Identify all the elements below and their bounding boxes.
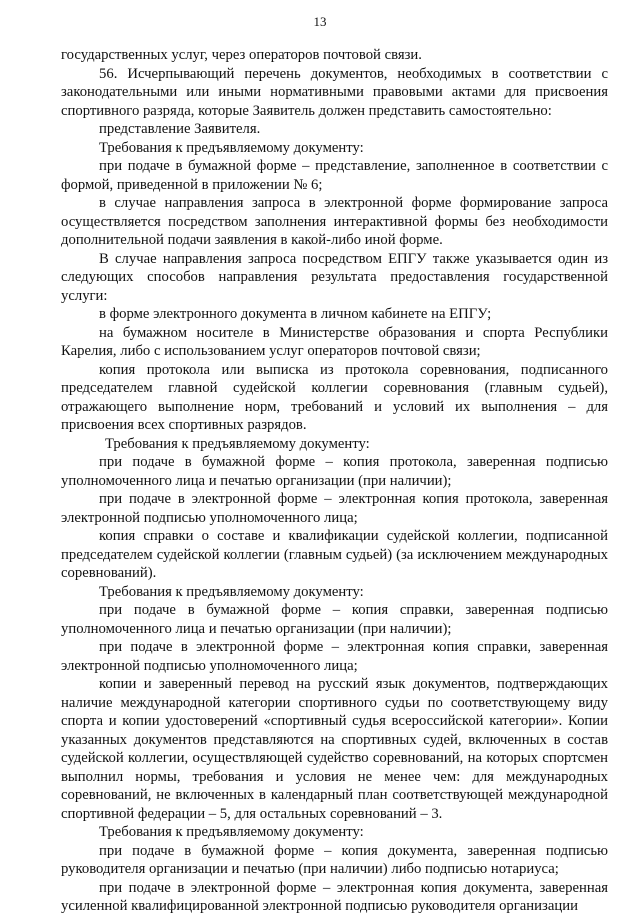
requirements-heading: Требования к предъявляемому документу: (105, 435, 370, 452)
paragraph: при подаче в электронной форме – электронная копия протокола, заверенная электронной подписью уполномоченного лица; (61, 491, 608, 526)
paragraph: при подаче в бумажной форме – копия справки, заверенная подписью уполномоченного лица и печатью организации (при наличии); (61, 602, 608, 637)
paragraph: при подаче в электронной форме – электронная копия документа, заверенная усиленной квалифицированной электронной подписью руководителя организации (61, 879, 608, 914)
paragraph: на бумажном носителе в Министерстве образования и спорта Республики Карелия, либо с использованием услуг операторов почтовой связи; (61, 324, 608, 359)
paragraph: копии и заверенный перевод на русский язык документов, подтверждающих наличие международной категории спортивного судьи по соответствующему виду спорта и копии удостоверений «спортивный судья всероссийской категории». Копии указанных документов представляются на спортивных судей, включенных в состав судейской коллегии, осуществляющей судейство соревнований, на которых спортсмен выполнил нормы, требования и условия не менее чем: для международных соревнований, не включенных в календарный план соответствующей международной спортивной федерации – 5, для остальных соревнований – 3. (61, 676, 608, 822)
requirements-heading: Требования к предъявляемому документу: (99, 824, 364, 840)
paragraph-item-56: 56. Исчерпывающий перечень документов, необходимых в соответствии с законодательными или иными нормативными правовыми актами для присвоения спортивного разряда, которые Заявитель должен представить самостоятельно: (61, 65, 608, 119)
paragraph: при подаче в бумажной форме – копия документа, заверенная подписью руководителя организации и печатью (при наличии) либо подписью нотариуса; (61, 842, 608, 877)
requirements-heading: Требования к предъявляемому документу: (99, 139, 364, 156)
paragraph: при подаче в электронной форме – электронная копия справки, заверенная электронной подписью уполномоченного лица; (61, 639, 608, 674)
paragraph: копия справки о составе и квалификации судейской коллегии, подписанной председателем судейской коллегии (главным судьей) (за исключением международных соревнований). (61, 528, 608, 581)
paragraph: государственных услуг, через операторов почтовой связи. (61, 47, 422, 63)
paragraph: В случае направления запроса посредством ЕПГУ также указывается один из следующих способов направления результата предоставления государственной услуги: (61, 250, 608, 304)
page-number: 13 (313, 14, 327, 29)
requirements-heading: Требования к предъявляемому документу: (99, 583, 364, 600)
paragraph: в форме электронного документа в личном кабинете на ЕПГУ; (99, 306, 492, 322)
paragraph: при подаче в бумажной форме – копия протокола, заверенная подписью уполномоченного лица и печатью организации (при наличии); (61, 454, 608, 489)
paragraph: при подаче в бумажной форме – представление, заполненное в соответствии с формой, приведенной в приложении № 6; (61, 158, 608, 193)
paragraph: представление Заявителя. (99, 121, 261, 137)
document-body (61, 46, 608, 916)
paragraph: копия протокола или выписка из протокола соревнования, подписанного председателем главной судейской коллегии соревнования (главным судьей), отражающего выполнение норм, требований и условий их выполнения – для присвоения всех спортивных разрядов. (61, 361, 608, 433)
paragraph: в случае направления запроса в электронной форме формирование запроса осуществляется посредством заполнения интерактивной формы без необходимости дополнительной подачи заявления в какой-либо иной форме. (61, 195, 608, 248)
